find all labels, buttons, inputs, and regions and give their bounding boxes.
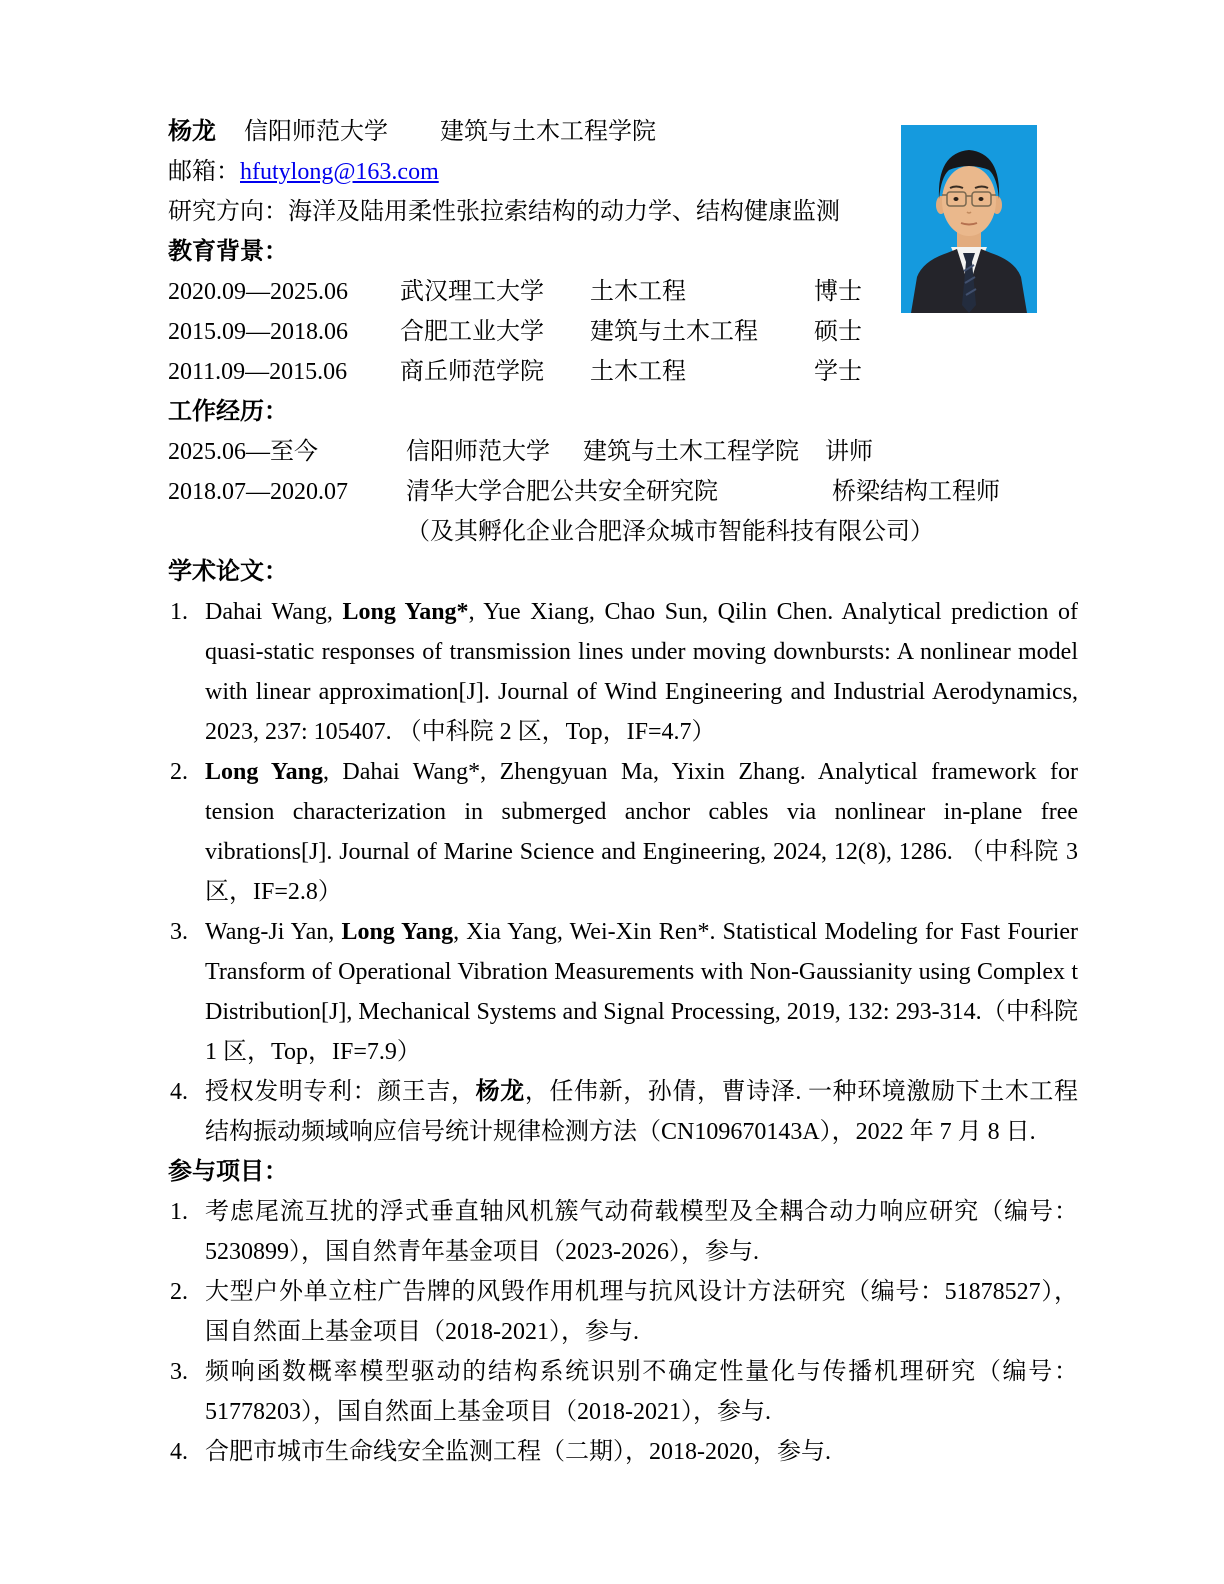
- section-title-work: 工作经历：: [168, 399, 288, 425]
- highlighted-author: Long Yang*: [342, 599, 469, 625]
- publication-text: 授权发明专利：颜王吉，杨龙，任伟新，孙倩，曹诗泽. 一种环境激励下土木工程结构振动频域响应信号统计规律检测方法（CN109670143A），2022 年 7 月 8 日.: [205, 1079, 1079, 1145]
- work-org: （及其孵化企业合肥泽众城市智能科技有限公司）: [406, 519, 934, 545]
- work-row: [168, 432, 1078, 472]
- email-line: [168, 152, 1078, 192]
- edu-period: 2011.09—2015.06: [168, 359, 348, 385]
- affiliation-college: 建筑与土木工程学院: [440, 119, 656, 145]
- item-number: 2.: [170, 759, 188, 785]
- work-detail: [406, 432, 1078, 472]
- highlighted-author: Long Yang: [341, 919, 454, 945]
- project-item: [168, 1272, 1078, 1352]
- work-title: 讲师: [825, 439, 873, 465]
- highlighted-author: Long Yang: [205, 759, 323, 785]
- publication-text: Wang-Ji Yan, Long Yang, Xia Yang, Wei-Xin Ren*. Statistical Modeling for Fast Fourier Transform of Operational Vibration Measurements with Non-Gaussianity using Complex t Distribution[J], Mechanical Systems and Signal Processing, 2019, 132: 293-314.（中科院 1 区，Top，IF=7.9）: [205, 919, 1079, 1065]
- project-text: 合肥市城市生命线安全监测工程（二期），2018-2020，参与.: [205, 1439, 831, 1465]
- work-row: [168, 472, 1078, 512]
- edu-degree: 学士: [814, 359, 862, 385]
- item-number: 3.: [170, 1359, 188, 1385]
- edu-degree: 博士: [814, 279, 862, 305]
- education-row: [168, 312, 1078, 352]
- section-title-education: 教育背景：: [168, 239, 288, 265]
- email-link[interactable]: hfutylong@163.com: [240, 159, 439, 185]
- project-item: [168, 1352, 1078, 1432]
- edu-major: 建筑与土木工程: [590, 319, 758, 345]
- publication-text: Dahai Wang, Long Yang*, Yue Xiang, Chao Sun, Qilin Chen. Analytical prediction of quasi-static responses of transmission lines under moving downbursts: A nonlinear model with linear approximation[J]. Journal of Wind Engineering and Industrial Aerodynamics, 2023, 237: 105407. （中科院 2 区，Top，IF=4.7）: [205, 599, 1078, 745]
- header-line: [168, 112, 1078, 152]
- item-number: 4.: [170, 1079, 188, 1105]
- item-number: 3.: [170, 919, 188, 945]
- work-org: 清华大学合肥公共安全研究院: [406, 479, 718, 505]
- edu-school: 合肥工业大学: [400, 319, 544, 345]
- education-row: [168, 272, 1078, 312]
- section-title-projects: 参与项目：: [168, 1159, 288, 1185]
- edu-major: 土木工程: [590, 359, 686, 385]
- highlighted-author: 杨龙: [475, 1079, 525, 1105]
- edu-period: 2020.09—2025.06: [168, 279, 348, 305]
- affiliation-university: 信阳师范大学: [244, 119, 388, 145]
- work-org: 信阳师范大学: [406, 439, 550, 465]
- item-number: 4.: [170, 1439, 188, 1465]
- work-period: 2018.07—2020.07: [168, 479, 348, 505]
- education-row: [168, 352, 1078, 392]
- project-text: 考虑尾流互扰的浮式垂直轴风机簇气动荷载模型及全耦合动力响应研究（编号：5230899），国自然青年基金项目（2023-2026），参与.: [205, 1199, 1078, 1265]
- item-number: 1.: [170, 1199, 188, 1225]
- edu-school: 武汉理工大学: [400, 279, 544, 305]
- publication-item: [168, 592, 1078, 752]
- edu-major: 土木工程: [590, 279, 686, 305]
- publication-text: Long Yang, Dahai Wang*, Zhengyuan Ma, Yixin Zhang. Analytical framework for tension characterization in submerged anchor cables via nonlinear in-plane free vibrations[J]. Journal of Marine Science and Engineering, 2024, 12(8), 1286. （中科院 3 区，IF=2.8）: [205, 759, 1078, 905]
- work-title: 桥梁结构工程师: [832, 479, 1000, 505]
- project-item: [168, 1192, 1078, 1272]
- item-number: 2.: [170, 1279, 188, 1305]
- publication-item: [168, 752, 1078, 912]
- work-row: [168, 512, 1078, 552]
- work-period: [168, 512, 406, 552]
- publication-item: [168, 912, 1078, 1072]
- section-title-publications: 学术论文：: [168, 559, 288, 585]
- project-text: 大型户外单立柱广告牌的风毁作用机理与抗风设计方法研究（编号：51878527），国自然面上基金项目（2018-2021），参与.: [205, 1279, 1078, 1345]
- edu-school: 商丘师范学院: [400, 359, 544, 385]
- publication-item: [168, 1072, 1078, 1152]
- work-detail: [406, 472, 1078, 512]
- email-label: 邮箱：: [168, 159, 240, 185]
- edu-degree: 硕士: [814, 319, 862, 345]
- project-item: [168, 1432, 1078, 1472]
- project-text: 频响函数概率模型驱动的结构系统识别不确定性量化与传播机理研究（编号：51778203），国自然面上基金项目（2018-2021），参与.: [205, 1359, 1078, 1425]
- research-direction: 研究方向：海洋及陆用柔性张拉索结构的动力学、结构健康监测: [168, 199, 840, 225]
- work-dept: 建筑与土木工程学院: [583, 439, 799, 465]
- item-number: 1.: [170, 599, 188, 625]
- person-name: 杨龙: [168, 119, 216, 145]
- edu-period: 2015.09—2018.06: [168, 319, 348, 345]
- work-period: 2025.06—至今: [168, 439, 318, 465]
